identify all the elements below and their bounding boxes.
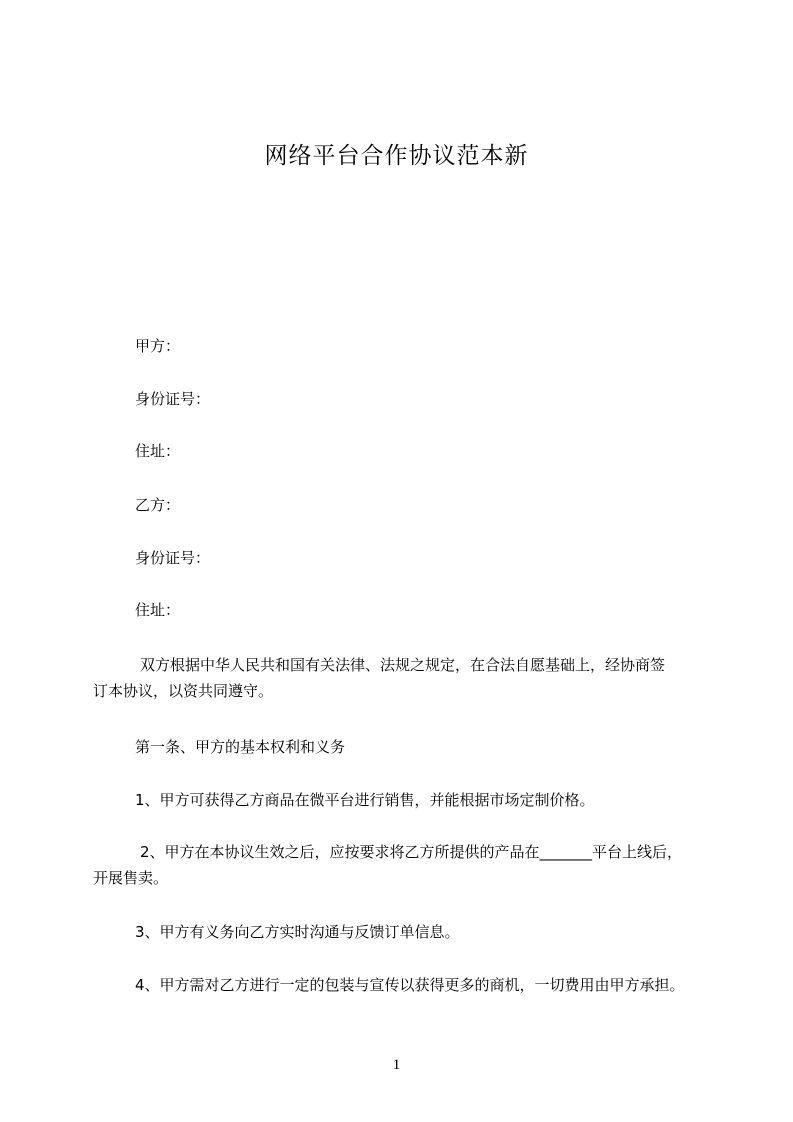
party-a-label: 甲方： — [135, 337, 181, 355]
document-title: 网络平台合作协议范本新 — [264, 143, 529, 169]
page-number: 1 — [392, 1057, 401, 1073]
party-a-address-label: 住址： — [135, 442, 181, 460]
clause-4: 4、甲方需对乙方进行一定的包装与宣传以获得更多的商机，一切费用由甲方承担。 — [135, 976, 685, 994]
preamble-line-2: 订本协议，以资共同遵守。 — [93, 682, 274, 700]
preamble-line-1: 双方根据中华人民共和国有关法律、法规之规定，在合法自愿基础上，经协商签 — [140, 656, 666, 674]
clause-2-paragraph — [93, 839, 725, 891]
party-b-label: 乙方： — [135, 496, 181, 514]
party-a-id-label: 身份证号： — [135, 390, 211, 408]
preamble-paragraph — [93, 652, 725, 704]
clause-2-line-2: 开展售卖。 — [93, 869, 169, 887]
article-1-heading: 第一条、甲方的基本权利和义务 — [135, 738, 346, 756]
clause-1: 1、甲方可获得乙方商品在微平台进行销售，并能根据市场定制价格。 — [135, 791, 595, 809]
party-b-address-label: 住址： — [135, 601, 181, 619]
clause-3: 3、甲方有义务向乙方实时沟通与反馈订单信息。 — [135, 923, 460, 941]
clause-2-line-1: 2、甲方在本协议生效之后，应按要求将乙方所提供的产品在_______平台上线后， — [140, 843, 683, 861]
party-b-id-label: 身份证号： — [135, 549, 211, 567]
